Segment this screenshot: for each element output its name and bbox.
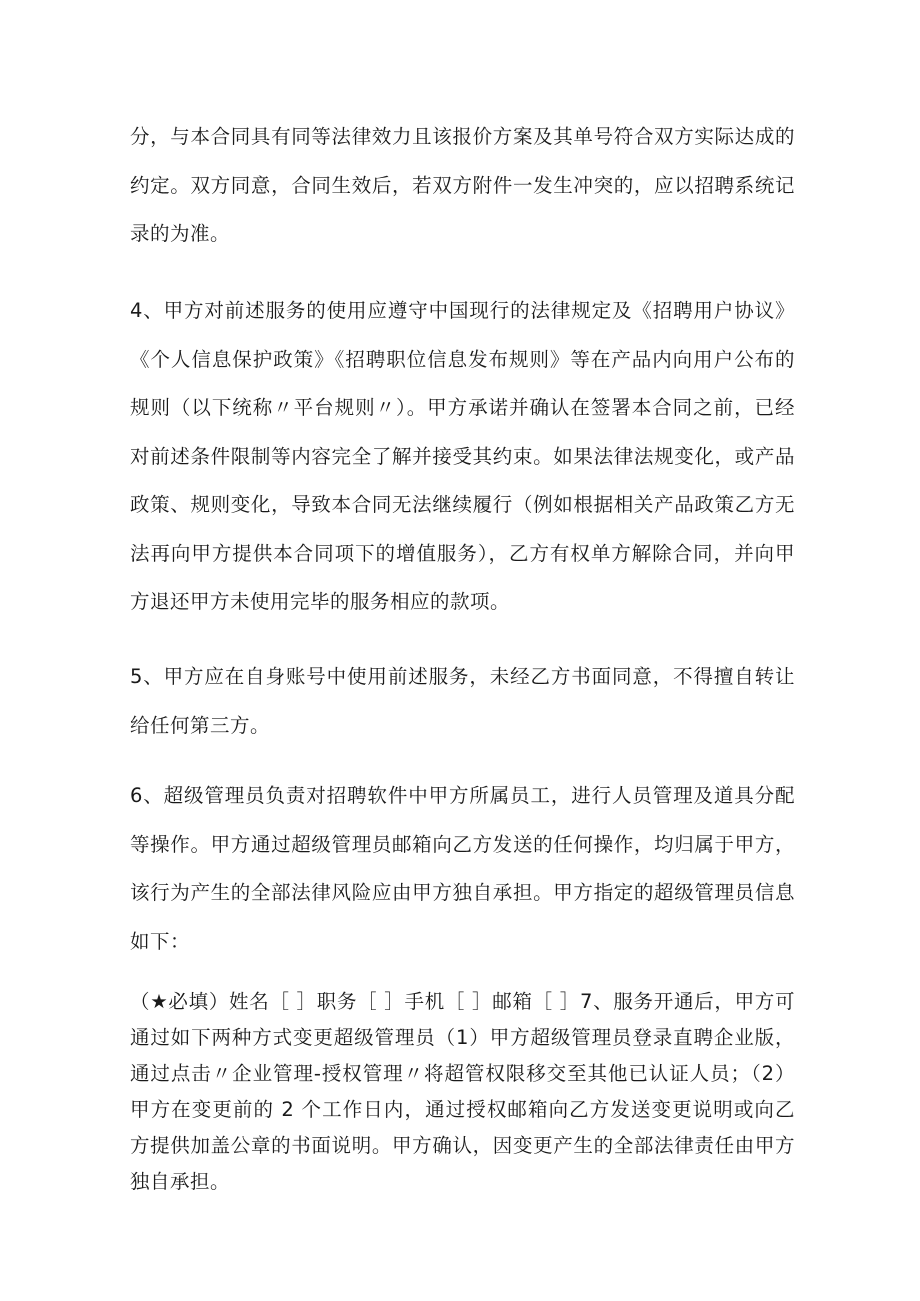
paragraph-continuation: 分，与本合同具有同等法律效力且该报价方案及其单号符合双方实际达成的约定。双方同意，合同生效后，若双方附件一发生冲突的，应以招聘系统记录的为准。 — [130, 125, 795, 245]
admin-info-clause-7-paragraph: （★必填）姓名［ ］职务［ ］手机［ ］邮箱［ ］7、服务开通后，甲方可通过如下两种方式变更超级管理员（1）甲方超级管理员登录直聘企业版，通过点击〃企业管理-授权管理〃将超管权限移交至其他已认证人员；（2）甲方在变更前的 2 个工作日内，通过授权邮箱向乙方发送变更说明或向乙方提供加盖公章的书面说明。甲方确认，因变更产生的全部法律责任由甲方独自承担。 — [130, 990, 795, 1193]
clause-6-paragraph: 6、超级管理员负责对招聘软件中甲方所属员工，进行人员管理及道具分配等操作。甲方通过超级管理员邮箱向乙方发送的任何操作，均归属于甲方，该行为产生的全部法律风险应由甲方独自承担。甲方指定的超级管理员信息如下： — [130, 784, 795, 953]
clause-4-paragraph: 4、甲方对前述服务的使用应遵守中国现行的法律规定及《招聘用户协议》《个人信息保护政策》《招聘职位信息发布规则》等在产品内向用户公布的规则（以下统称〃平台规则〃）。甲方承诺并确认在签署本合同之前，已经对前述条件限制等内容完全了解并接受其约束。如果法律法规变化，或产品政策、规则变化，导致本合同无法继续履行（例如根据相关产品政策乙方无法再向甲方提供本合同项下的增值服务），乙方有权单方解除合同，并向甲方退还甲方未使用完毕的服务相应的款项。 — [130, 299, 795, 613]
clause-5-paragraph: 5、甲方应在自身账号中使用前述服务，未经乙方书面同意，不得擅自转让给任何第三方。 — [130, 665, 795, 737]
